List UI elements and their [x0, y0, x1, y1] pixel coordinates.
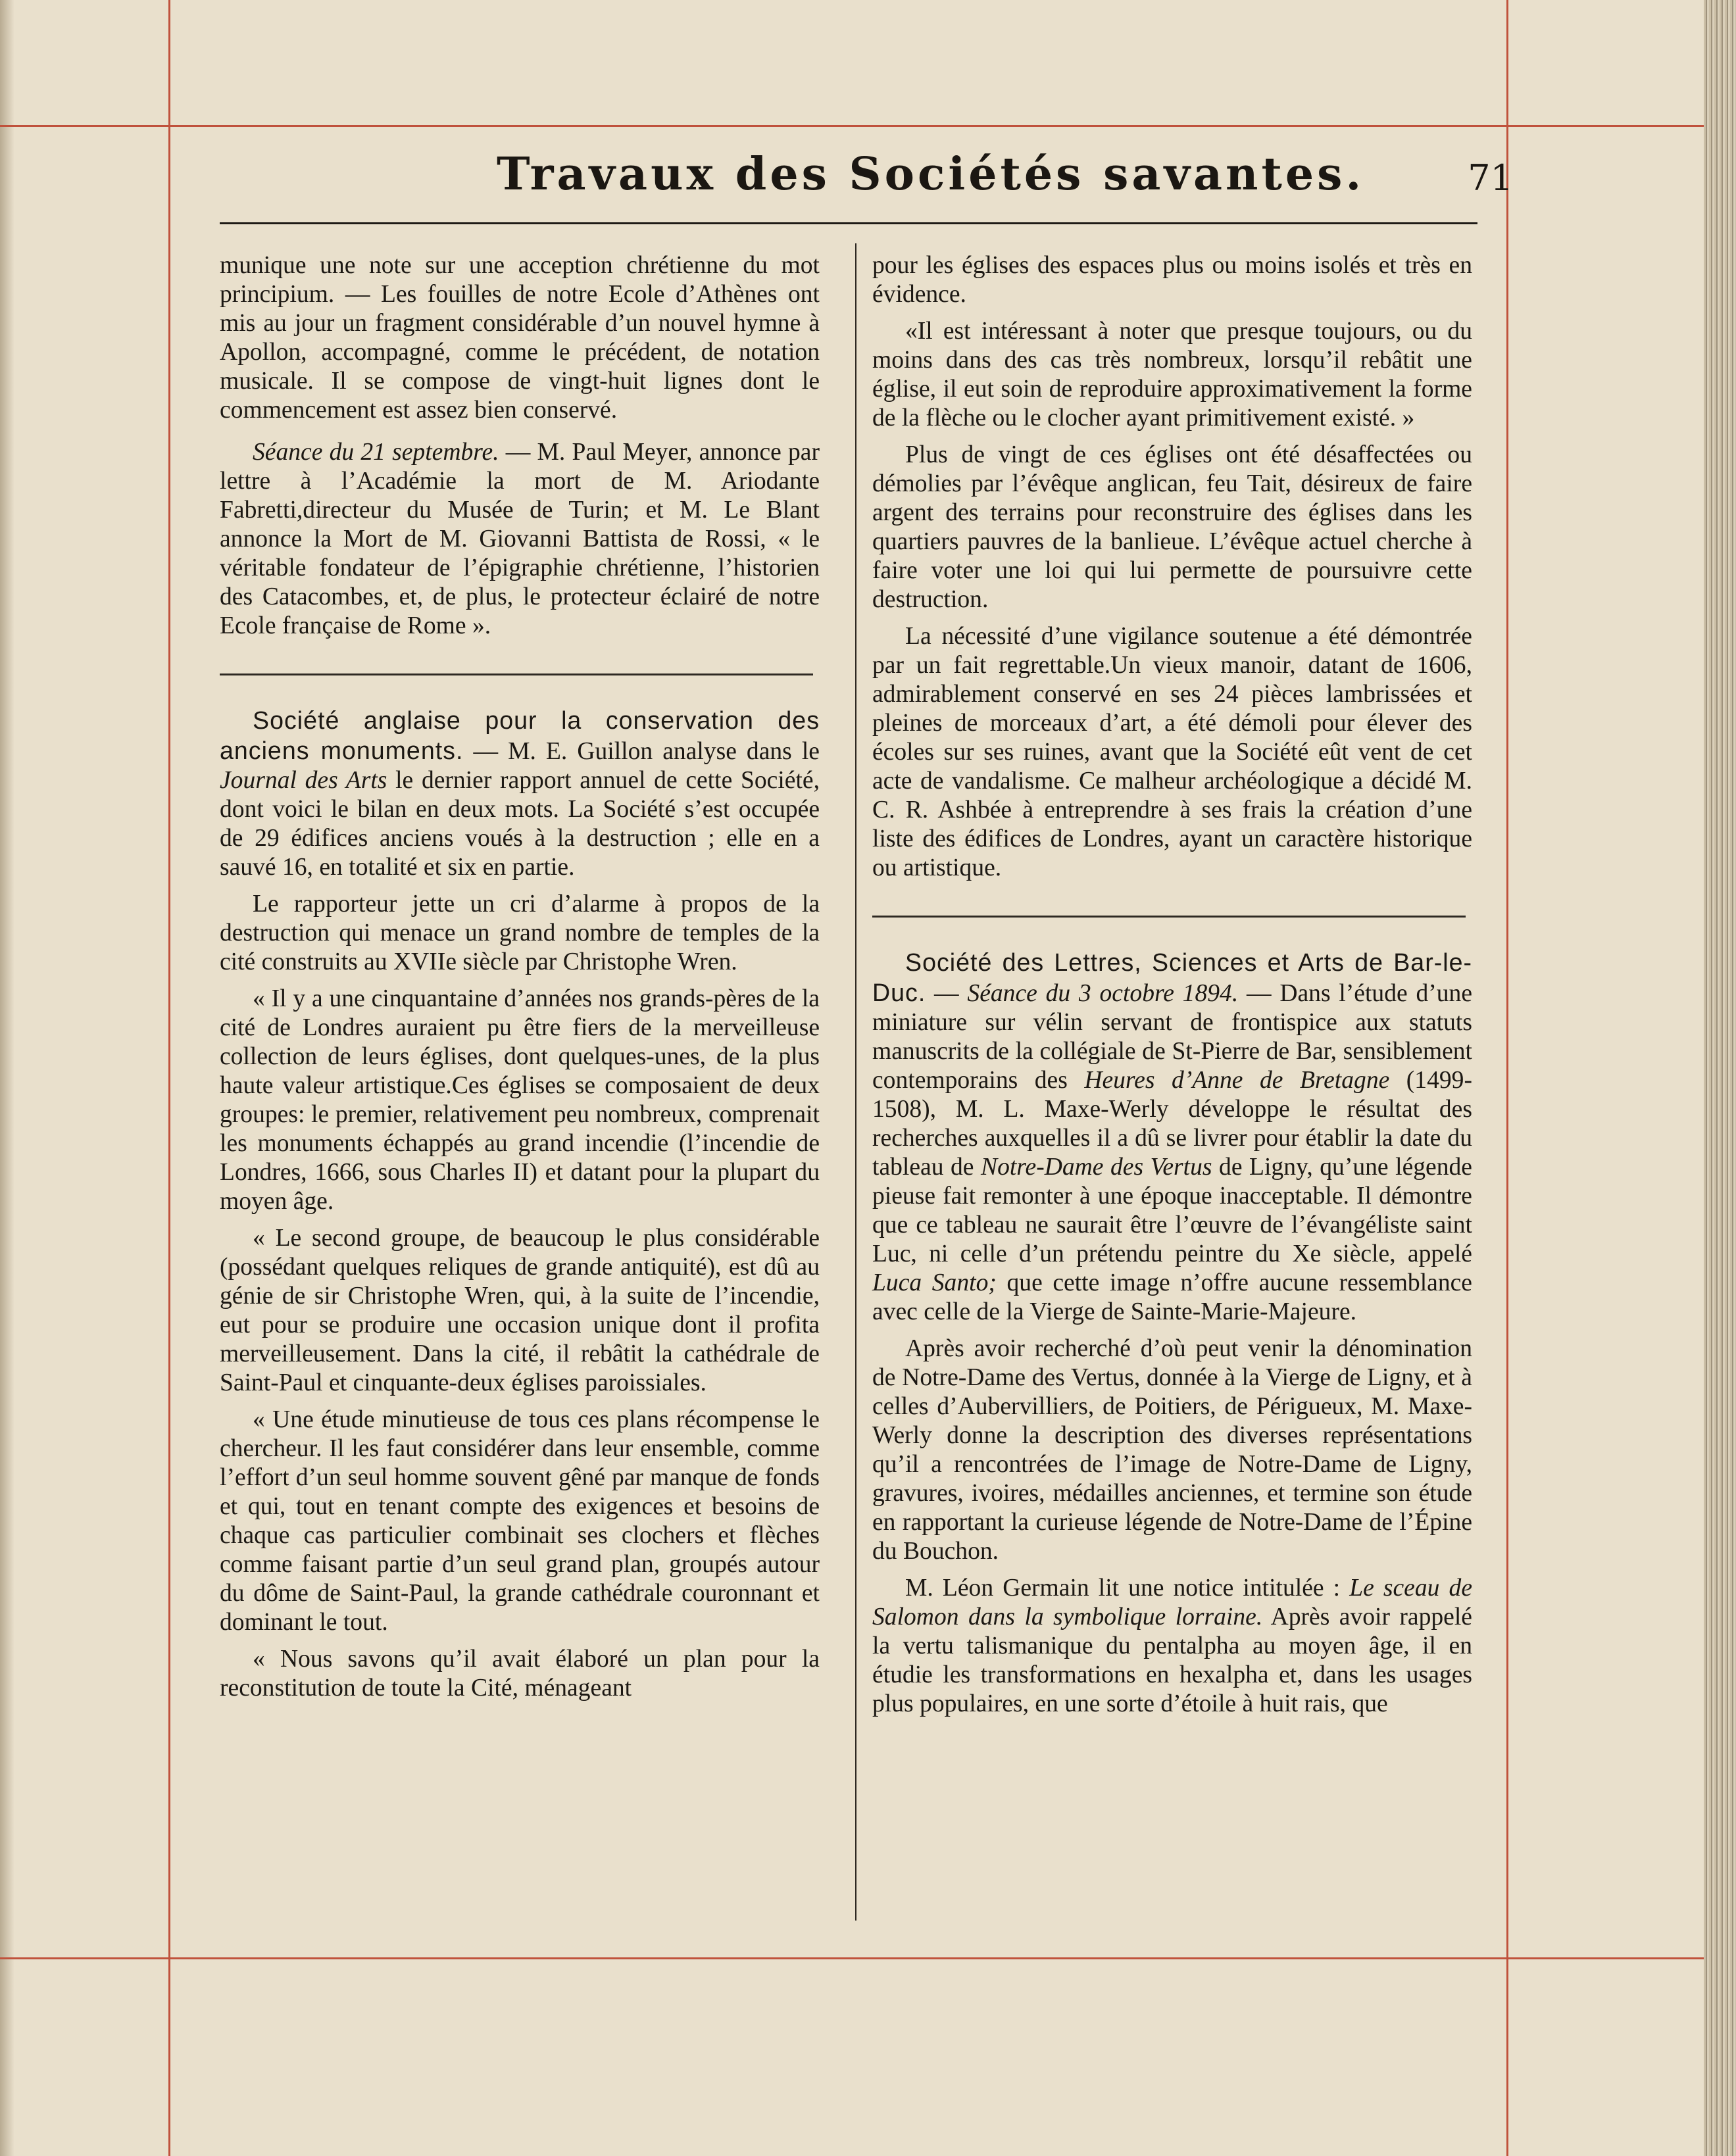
paragraph-text: Après avoir rappelé la vertu talismanique du pentalpha au moyen âge, il en étudie les transformations en hexalpha et, dans les usages plus populaires, en une sorte d’étoile à huit rais, que [872, 1604, 1472, 1717]
paragraph: «Il est intéressant à noter que presque toujours, ou du moins dans des cas très nombreux, lorsqu’il rebâtit une église, il eut soin de reproduire approximativement la forme de la flèche ou le clocher ayant primitivement existé. » [872, 318, 1472, 431]
red-margin-line-top [0, 125, 1704, 127]
header-rule [220, 222, 1477, 224]
paragraph: Plus de vingt de ces églises ont été désaffectées ou démolies par l’évêque anglican, feu Tait, désireux de faire argent des terrains pour reconstruire des églises dans les quartiers pauvres de la banlieue. L’évêque actuel cherche à faire voter une loi qui lui permette de poursuivre cette destruction. [872, 441, 1472, 613]
painting-title: Notre-Dame des Vertus [981, 1154, 1212, 1181]
paragraph: Après avoir recherché d’où peut venir la dénomination de Notre-Dame des Vertus, donnée à la Vierge de Ligny, et à celles d’Aubervilliers, de Poitiers, de Périgueux, M. Maxe-Werly donne la description des diverses représentations qu’il a rencontrées de l’image de Notre-Dame de Ligny, gravures, ivoires, médailles anciennes, et termine son étude en rapportant la curieuse légende de Notre-Dame de l’Épine du Bouchon. [872, 1335, 1472, 1565]
page-stack-edge [1704, 0, 1736, 2156]
seance-date: Séance du 21 septembre. [253, 439, 499, 466]
page-gutter-shadow [0, 0, 14, 2156]
book-title: Heures d’Anne de Bretagne [1084, 1067, 1390, 1094]
page-header [217, 148, 1513, 207]
red-margin-line-bottom [0, 1957, 1704, 1959]
section-heading: Société anglaise pour la conservation des anciens monuments. [220, 706, 820, 764]
paragraph: Le rapporteur jette un cri d’alarme à propos de la destruction qui menace un grand nombre de temples de la cité construits au XVIIe siècle par Christophe Wren. [220, 891, 820, 975]
paragraph: « Le second groupe, de beaucoup le plus considérable (possédant quelques reliques de grande antiquité), est dû au génie de sir Christophe Wren, qui, à la suite de l’incendie, eut pour se produire une occasion unique dont il profita merveilleusement. Dans la cité, il rebâtit la cathédrale de Saint-Paul et cinquante-deux églises paroissiales. [220, 1225, 820, 1396]
paragraph-text: — M. Paul Meyer, annonce par lettre à l’Académie la mort de M. Ariodante Fabretti,directeur du Musée de Turin; et M. Le Blant annonce la Mort de M. Giovanni Battista de Rossi, « le véritable fondateur de l’épigraphie chrétienne, l’historien des Catacombes, et, de plus, le protecteur éclairé de notre Ecole française de Rome ». [220, 439, 820, 639]
paragraph: « Il y a une cinquantaine d’années nos grands-pères de la cité de Londres auraient pu être fiers de la merveilleuse collection de leurs églises, dont quelques-unes, de la plus haute valeur artistique.Ces églises se composaient de deux groupes: le premier, relativement peu nombreux, comprenait les monuments échappés au grand incendie (l’incendie de Londres, 1666, sous Charles II) et datant pour la plupart du moyen âge. [220, 985, 820, 1215]
paragraph [872, 948, 1472, 1327]
red-margin-line-left [168, 0, 170, 2156]
right-column [872, 251, 1472, 1727]
paragraph [872, 1574, 1472, 1719]
section-heading: Société des Lettres, Sciences et Arts de Bar-le-Duc. [872, 948, 1472, 1006]
section-separator [220, 674, 813, 675]
section-separator [872, 916, 1466, 918]
paragraph: La nécessité d’une vigilance soutenue a été démontrée par un fait regrettable.Un vieux manoir, datant de 1606, admirablement conservé en ses 24 pièces lambrissées et pleines de morceaux d’art, a été démoli pour élever des écoles sur ses ruines, avant que la Société eût vent de cet acte de vandalisme. Ce malheur archéologique a décidé M. C. R. Ashbée à entreprendre à ses frais la création d’une liste des édifices de Londres, ayant un caractère historique ou artistique. [872, 623, 1472, 881]
page-number: 71 [1468, 157, 1513, 199]
left-column [220, 251, 820, 1711]
paragraph-text: — Dans l’étude d’une miniature sur vélin servant de frontispice aux statuts manuscrits de la collégiale de St-Pierre de Bar, sensiblement contemporains des [872, 980, 1473, 1094]
paragraph: pour les églises des espaces plus ou moins isolés et très en évidence. [872, 252, 1472, 308]
journal-title: Journal des Arts [220, 767, 387, 794]
column-separator [855, 243, 856, 1921]
red-margin-line-right [1506, 0, 1508, 2156]
paragraph: « Une étude minutieuse de tous ces plans récompense le chercheur. Il les faut considérer dans leur ensemble, comme l’effort d’un seul homme souvent gêné par manque de fonds et qui, tout en tenant compte des exigences et besoins de chaque cas particulier combinait ses clochers et flèches comme faisant partie d’un seul grand plan, groupés autour du dôme de Saint-Paul, la grande cathédrale couronnant et dominant le tout. [220, 1406, 820, 1636]
paragraph: « Nous savons qu’il avait élaboré un plan pour la reconstitution de toute la Cité, ménageant [220, 1646, 820, 1702]
running-title: Travaux des Sociétés savantes. [497, 148, 1365, 201]
paragraph-text: M. Léon Germain lit une notice intitulée : [905, 1575, 1350, 1602]
paragraph-text: (1499-1508), M. L. Maxe-Werly développe le résultat des recherches auxquelles il a dû se livrer pour établir la date du tableau de [872, 1067, 1472, 1181]
paragraph-text: que cette image n’offre aucune ressemblance avec celle de la Vierge de Sainte-Marie-Majeure. [872, 1269, 1472, 1325]
paragraph-text: — [926, 980, 968, 1007]
paragraph-text: — M. E. Guillon analyse dans le [463, 738, 820, 765]
painter-name: Luca Santo; [872, 1269, 997, 1296]
notice-title: Le sceau de Salomon dans la symbolique lorraine. [872, 1575, 1472, 1630]
paragraph: munique une note sur une acception chrétienne du mot principium. — Les fouilles de notre Ecole d’Athènes ont mis au jour un fragment considérable d’un nouvel hymne à Apollon, accompagné, comme le précédent, de notation musicale. Il se compose de vingt-huit lignes dont le commencement est assez bien conservé. [220, 252, 820, 424]
paragraph [220, 438, 820, 641]
paragraph-text: le dernier rapport annuel de cette Société, dont voici le bilan en deux mots. La Société s’est occupée de 29 édifices anciens voués à la destruction ; elle en a sauvé 16, en totalité et six en partie. [220, 767, 820, 881]
seance-date: Séance du 3 octobre 1894. [967, 980, 1239, 1007]
paragraph [220, 706, 820, 882]
paragraph-text: de Ligny, qu’une légende pieuse fait remonter à une époque inacceptable. Il démontre que ce tableau ne saurait être l’œuvre de l’évangéliste saint Luc, ni celle d’un prétendu peintre du Xe siècle, appelé [872, 1154, 1472, 1267]
